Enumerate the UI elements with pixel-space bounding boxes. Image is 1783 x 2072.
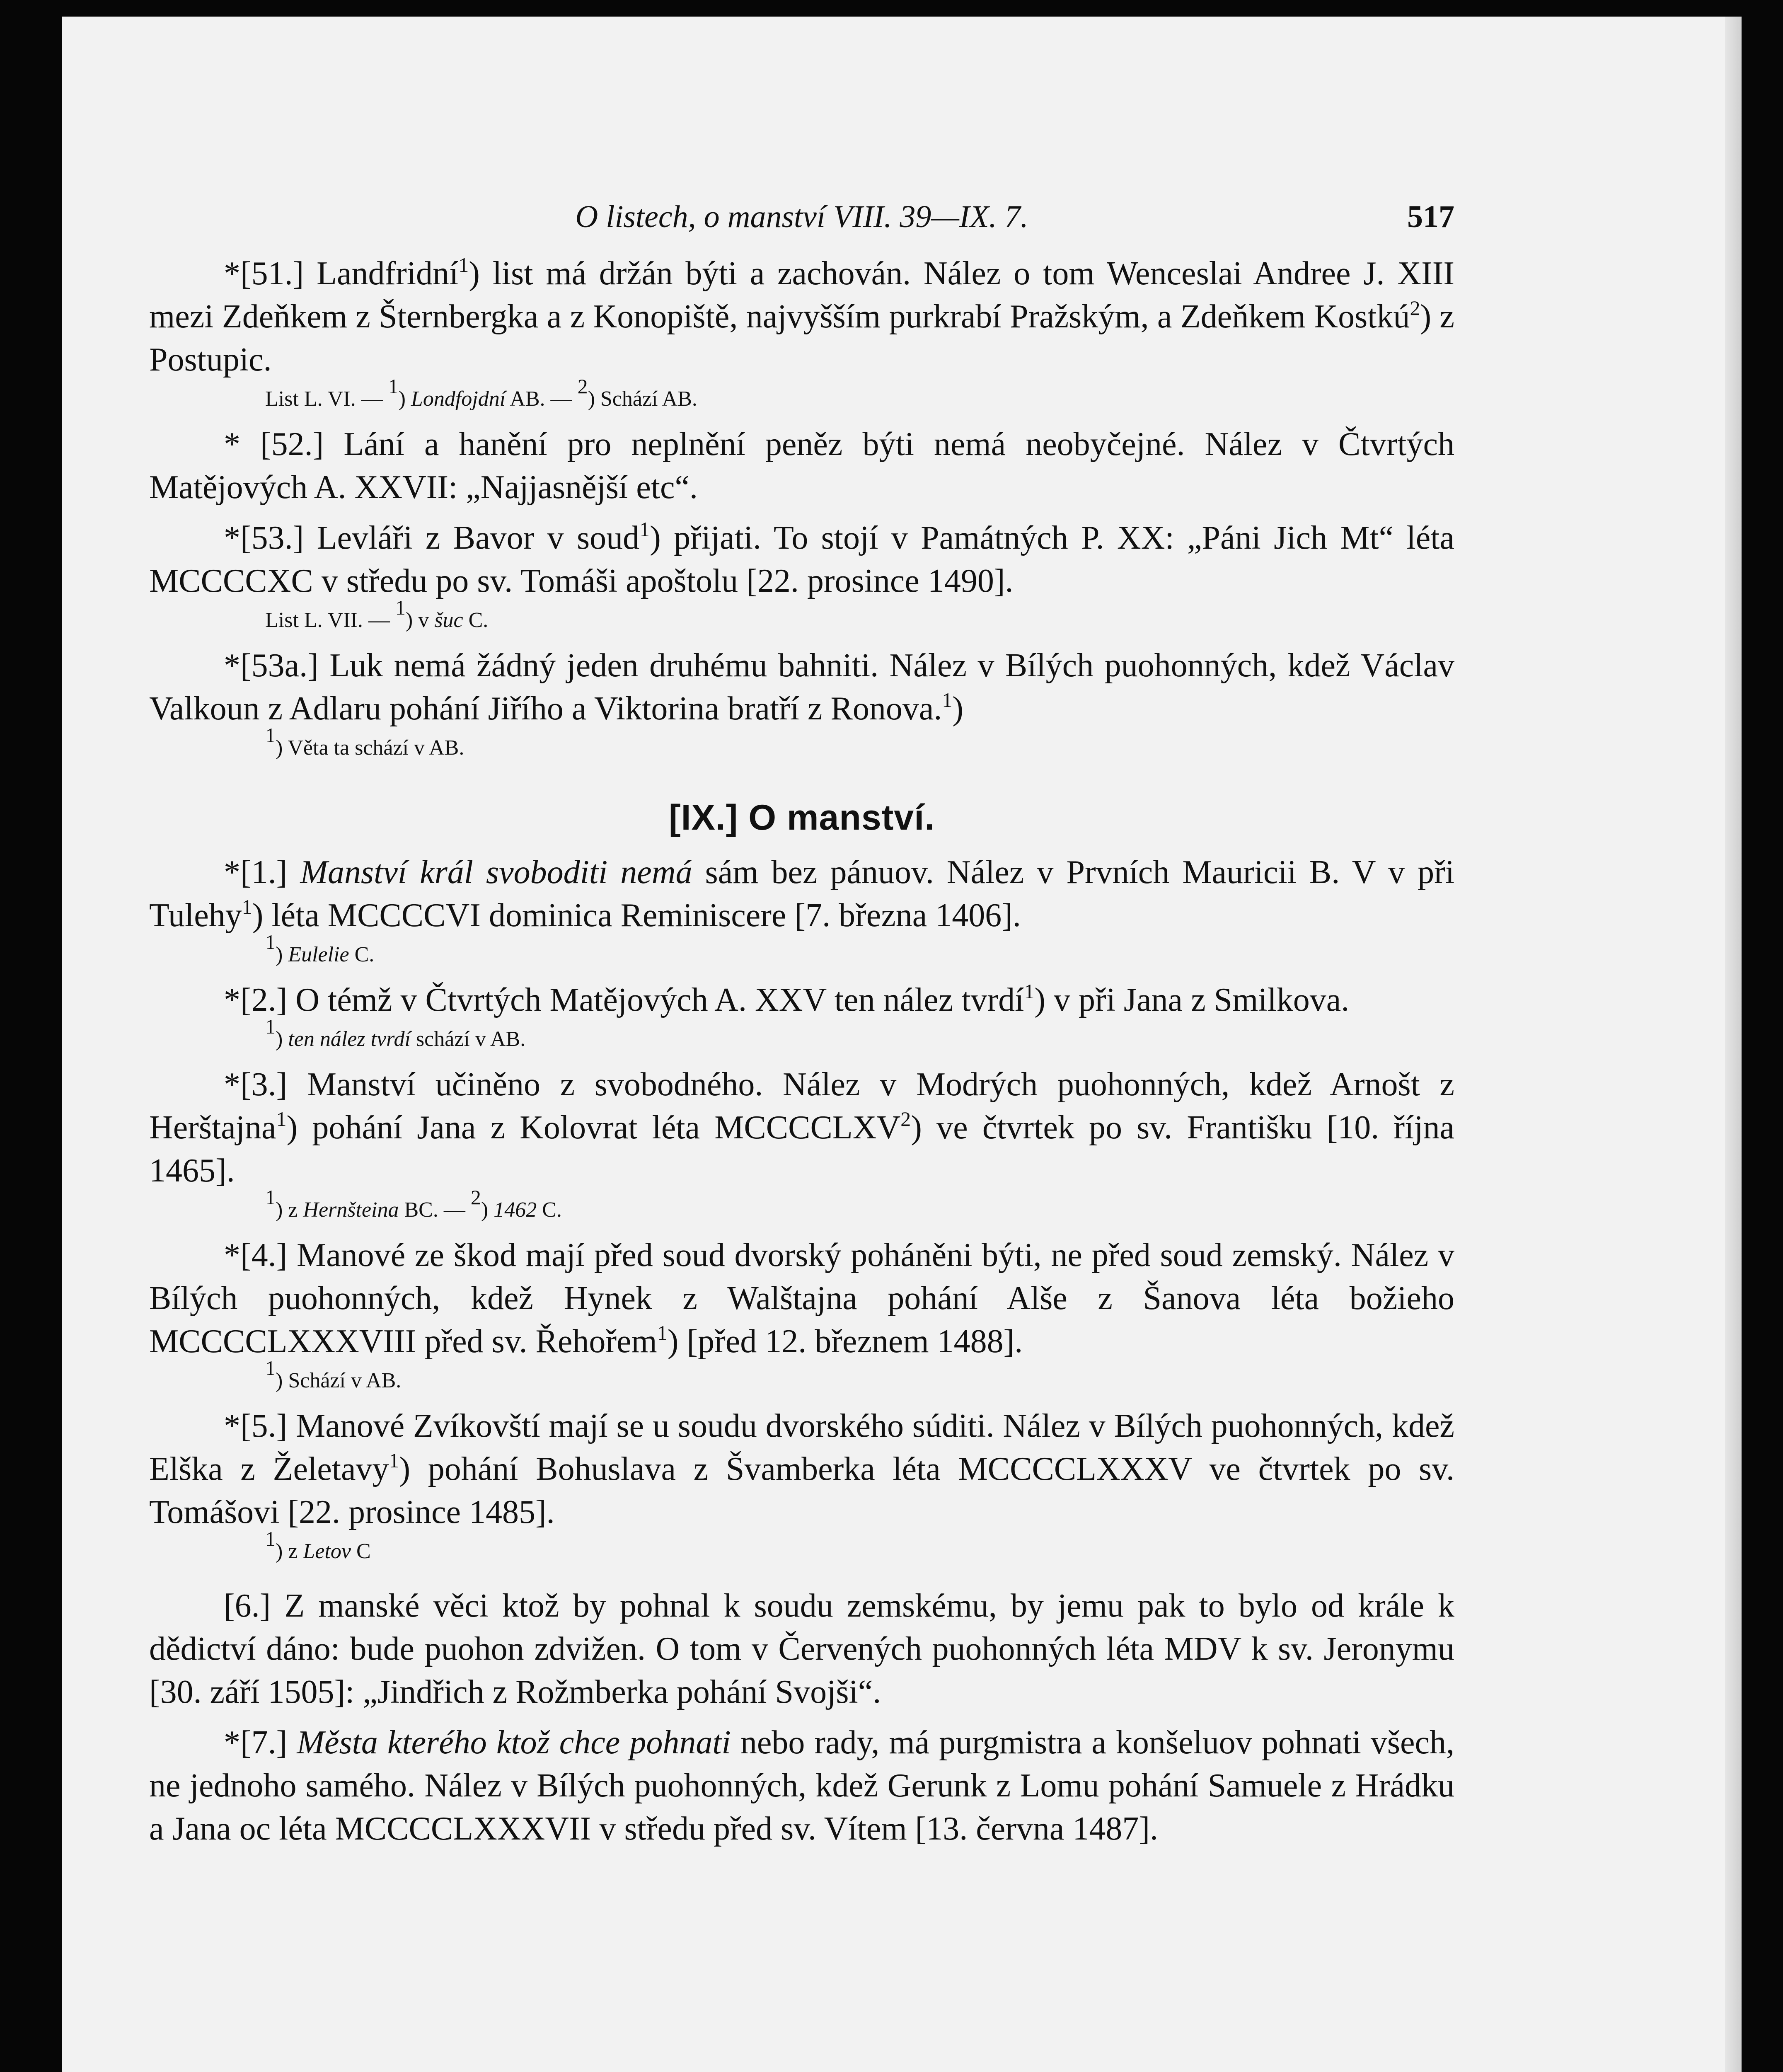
footnote-53a: $^1$) Věta ta schází v AB. (265, 724, 464, 760)
footnote-51: List L. VI. — $^1$) Londfojdní AB. — $^2$) Schází AB. (265, 375, 697, 411)
page-edge (1725, 17, 1742, 2072)
entry-ix-1: *[1.] Manství král svoboditi nemá sám bez pánuov. Nález v Prvních Mauricii B. V v při Tulehy$^1$) léta MCCCCVI dominica Reminiscere [7. března 1406]. (149, 854, 1455, 934)
footnote-ix-5: $^1$) z Letov C (265, 1527, 371, 1563)
footnote-ix-4: $^1$) Schází v AB. (265, 1356, 402, 1392)
entry-ix-3: *[3.] Manství učiněno z svobodného. Nález v Modrých puohonných, kdež Arnošt z Herštajna$^1$) pohání Jana z Kolovrat léta MCCCCLXV$^2$) ve čtvrtek po sv. Františku [10. října 1465]. (149, 1066, 1455, 1189)
entry-53: *[53.] Levláři z Bavor v soud$^1$) přijati. To stojí v Památných P. XX: „Páni Jich Mt“ léta MCCCCXC v středu po sv. Tomáši apoštolu [22. prosince 1490]. (149, 518, 1454, 599)
footnote-ix-2: $^1$) ten nález tvrdí schází v AB. (265, 1015, 526, 1051)
entry-ix-2: *[2.] O témž v Čtvrtých Matějových A. XXV ten nález tvrdí$^1$) v při Jana z Smilkova. (224, 980, 1350, 1018)
entry-ix-4: *[4.] Manové ze škod mají před soud dvorský poháněni býti, ne před soud zemský. Nález v Bílých puohonných, kdež Hynek z Walštajna pohání Alše z Šanova léta božieho MCCCCLXXXVIII před sv. Řehořem$^1$) [před 12. březnem 1488]. (149, 1237, 1454, 1360)
entry-52: * [52.] Lání a hanění pro neplnění peněz býti nemá neobyčejné. Nález v Čtvrtých Matějových A. XXVII: „Najjasnější etc“. (149, 426, 1454, 506)
entry-51: *[51.] Landfridní$^1$) list má držán býti a zachován. Nález o tom Wenceslai Andree J. XIII mezi Zdeňkem z Šternbergka a z Konopiště, najvyšším purkrabí Pražským, a Zdeňkem Kostkú$^2$) z Postupic. (149, 253, 1455, 378)
section-title: [IX.] O manství. (668, 798, 935, 838)
entry-ix-6: [6.] Z manské věci ktož by pohnal k soudu zemskému, by jemu pak to bylo od krále k dědictví dáno: bude puohon zdvižen. O tom v Červených puohonných léta MDV k sv. Jeronymu [30. září 1505]: „Jindřich z Rožmberka pohání Svojši“. (149, 1588, 1454, 1710)
page-header (149, 199, 1454, 244)
entry-53a: *[53a.] Luk nemá žádný jeden druhému bahniti. Nález v Bílých puohonných, kdež Václav Valkoun z Adlaru pohání Jiřího a Viktorina bratří z Ronova.$^1$) (149, 647, 1454, 727)
entry-ix-7: *[7.] Města kterého ktož chce pohnati nebo rady, má purgmistra a konšeluov pohnati všech, ne jednoho samého. Nález v Bílých puohonných, kdež Gerunk z Lomu pohání Samuele z Hrádku a Jana oc léta MCCCCLXXXVII v středu před sv. Vítem [13. června 1487]. (149, 1724, 1455, 1847)
footnote-ix-3: $^1$) z Hernšteina BC. — $^2$) 1462 C. (265, 1186, 562, 1222)
entry-ix-5: *[5.] Manové Zvíkovští mají se u soudu dvorského súditi. Nález v Bílých puohonných, kdež Elška z Želetavy$^1$) pohání Bohuslava z Švamberka léta MCCCCLXXXV ve čtvrtek po sv. Tomášovi [22. prosince 1485]. (149, 1408, 1454, 1530)
page (149, 199, 1454, 1850)
footnote-53: List L. VII. — $^1$) v šuc C. (265, 596, 489, 632)
page-number: 517 (1407, 199, 1454, 234)
footnote-ix-1: $^1$) Eulelie C. (265, 930, 375, 966)
running-title: O listech, o manství VIII. 39—IX. 7. (575, 199, 1028, 234)
